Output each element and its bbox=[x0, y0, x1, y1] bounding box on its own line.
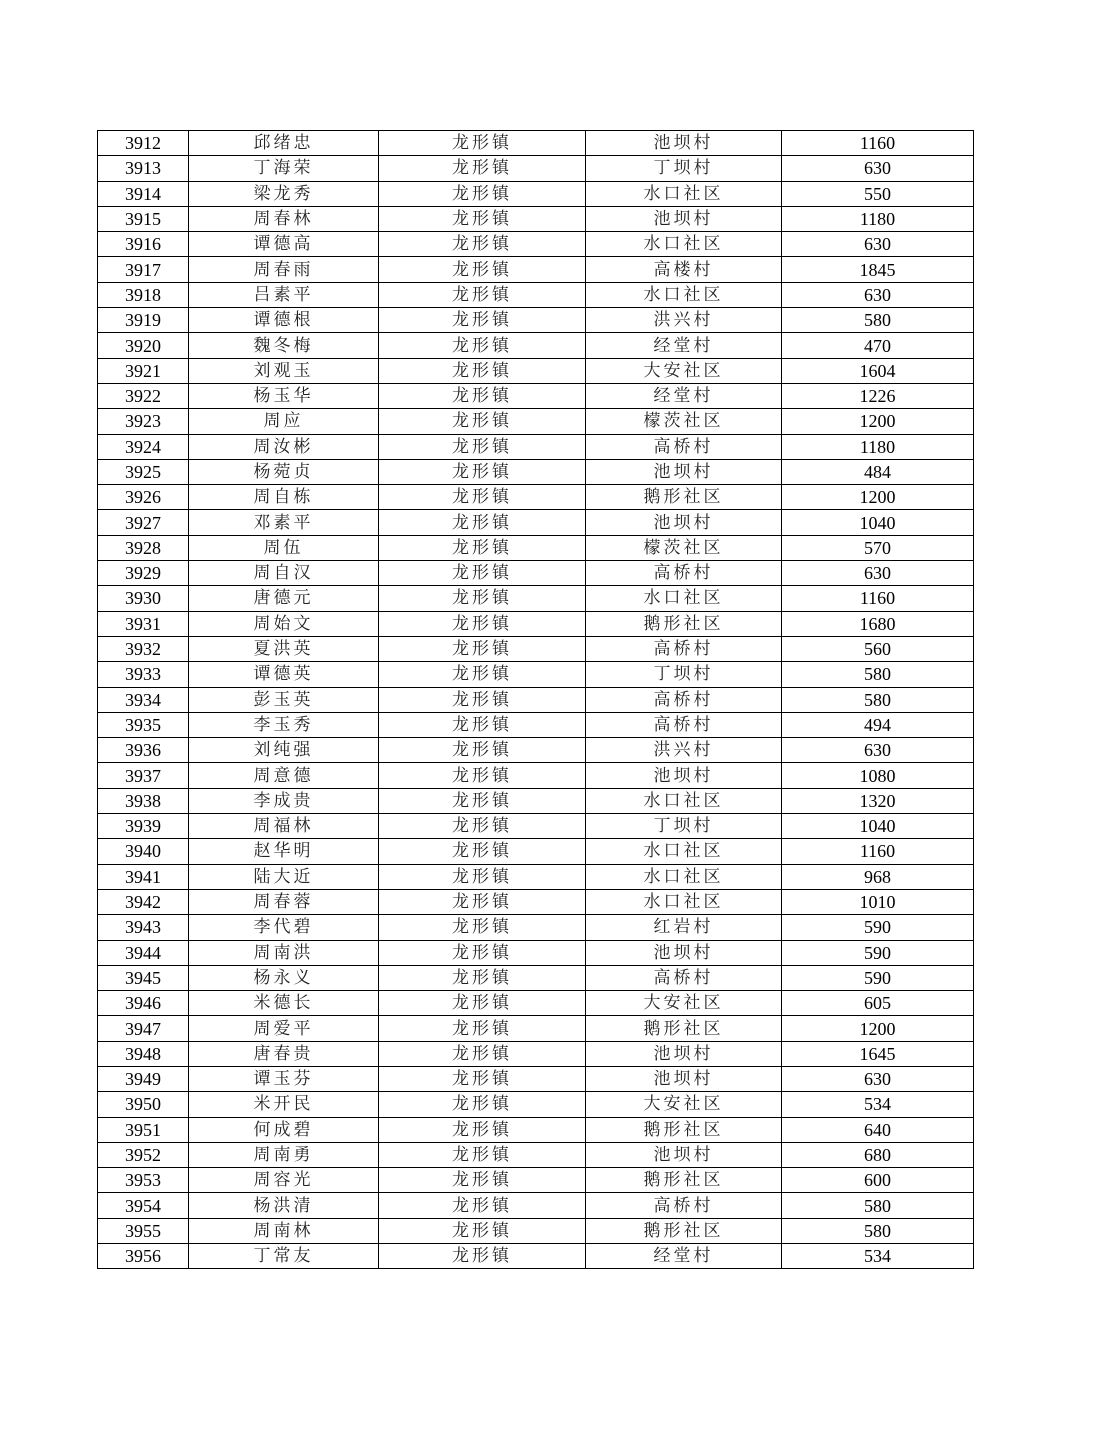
person-name-cell: 刘纯强 bbox=[189, 738, 379, 763]
town-cell: 龙形镇 bbox=[379, 662, 586, 687]
amount-cell: 1200 bbox=[782, 1016, 974, 1041]
amount-cell: 590 bbox=[782, 965, 974, 990]
person-name-cell: 周春林 bbox=[189, 206, 379, 231]
table-row bbox=[98, 712, 974, 737]
amount-cell: 1845 bbox=[782, 257, 974, 282]
village-cell: 水口社区 bbox=[586, 181, 782, 206]
person-name-cell: 夏洪英 bbox=[189, 636, 379, 661]
table-row bbox=[98, 282, 974, 307]
row-number-cell: 3913 bbox=[98, 156, 189, 181]
table-body bbox=[98, 131, 974, 1269]
amount-cell: 1160 bbox=[782, 131, 974, 156]
table-row bbox=[98, 510, 974, 535]
village-cell: 水口社区 bbox=[586, 282, 782, 307]
amount-cell: 1680 bbox=[782, 611, 974, 636]
amount-cell: 1604 bbox=[782, 358, 974, 383]
village-cell: 大安社区 bbox=[586, 358, 782, 383]
town-cell: 龙形镇 bbox=[379, 206, 586, 231]
amount-cell: 1160 bbox=[782, 839, 974, 864]
amount-cell: 580 bbox=[782, 1218, 974, 1243]
table-row bbox=[98, 1218, 974, 1243]
row-number-cell: 3918 bbox=[98, 282, 189, 307]
person-name-cell: 周南洪 bbox=[189, 940, 379, 965]
row-number-cell: 3949 bbox=[98, 1066, 189, 1091]
amount-cell: 630 bbox=[782, 282, 974, 307]
town-cell: 龙形镇 bbox=[379, 864, 586, 889]
village-cell: 洪兴村 bbox=[586, 308, 782, 333]
town-cell: 龙形镇 bbox=[379, 561, 586, 586]
village-cell: 经堂村 bbox=[586, 333, 782, 358]
village-cell: 池坝村 bbox=[586, 459, 782, 484]
person-name-cell: 谭德高 bbox=[189, 232, 379, 257]
row-number-cell: 3924 bbox=[98, 434, 189, 459]
table-row bbox=[98, 611, 974, 636]
amount-cell: 1040 bbox=[782, 510, 974, 535]
table-row bbox=[98, 383, 974, 408]
village-cell: 水口社区 bbox=[586, 788, 782, 813]
row-number-cell: 3922 bbox=[98, 383, 189, 408]
town-cell: 龙形镇 bbox=[379, 763, 586, 788]
town-cell: 龙形镇 bbox=[379, 1041, 586, 1066]
town-cell: 龙形镇 bbox=[379, 131, 586, 156]
amount-cell: 550 bbox=[782, 181, 974, 206]
table-row bbox=[98, 181, 974, 206]
row-number-cell: 3945 bbox=[98, 965, 189, 990]
table-row bbox=[98, 788, 974, 813]
village-cell: 高桥村 bbox=[586, 561, 782, 586]
town-cell: 龙形镇 bbox=[379, 1218, 586, 1243]
village-cell: 池坝村 bbox=[586, 510, 782, 535]
village-cell: 水口社区 bbox=[586, 839, 782, 864]
amount-cell: 1226 bbox=[782, 383, 974, 408]
table-row bbox=[98, 434, 974, 459]
row-number-cell: 3930 bbox=[98, 586, 189, 611]
row-number-cell: 3937 bbox=[98, 763, 189, 788]
town-cell: 龙形镇 bbox=[379, 1193, 586, 1218]
village-cell: 池坝村 bbox=[586, 131, 782, 156]
table-row bbox=[98, 1041, 974, 1066]
row-number-cell: 3943 bbox=[98, 915, 189, 940]
person-name-cell: 周自汉 bbox=[189, 561, 379, 586]
village-cell: 丁坝村 bbox=[586, 662, 782, 687]
village-cell: 鹅形社区 bbox=[586, 485, 782, 510]
row-number-cell: 3917 bbox=[98, 257, 189, 282]
table-row bbox=[98, 636, 974, 661]
village-cell: 高桥村 bbox=[586, 687, 782, 712]
table-row bbox=[98, 257, 974, 282]
village-cell: 洪兴村 bbox=[586, 738, 782, 763]
person-name-cell: 刘观玉 bbox=[189, 358, 379, 383]
row-number-cell: 3928 bbox=[98, 535, 189, 560]
village-cell: 水口社区 bbox=[586, 864, 782, 889]
person-name-cell: 邱绪忠 bbox=[189, 131, 379, 156]
town-cell: 龙形镇 bbox=[379, 889, 586, 914]
amount-cell: 600 bbox=[782, 1168, 974, 1193]
row-number-cell: 3940 bbox=[98, 839, 189, 864]
table-row bbox=[98, 687, 974, 712]
village-cell: 檬茨社区 bbox=[586, 535, 782, 560]
town-cell: 龙形镇 bbox=[379, 788, 586, 813]
amount-cell: 1010 bbox=[782, 889, 974, 914]
person-name-cell: 谭德根 bbox=[189, 308, 379, 333]
table-row bbox=[98, 1016, 974, 1041]
row-number-cell: 3948 bbox=[98, 1041, 189, 1066]
amount-cell: 1180 bbox=[782, 206, 974, 231]
village-cell: 高桥村 bbox=[586, 434, 782, 459]
subsidy-table bbox=[97, 130, 974, 1269]
amount-cell: 1160 bbox=[782, 586, 974, 611]
person-name-cell: 周爱平 bbox=[189, 1016, 379, 1041]
row-number-cell: 3942 bbox=[98, 889, 189, 914]
table-row bbox=[98, 358, 974, 383]
person-name-cell: 周福林 bbox=[189, 814, 379, 839]
town-cell: 龙形镇 bbox=[379, 814, 586, 839]
table-row bbox=[98, 889, 974, 914]
town-cell: 龙形镇 bbox=[379, 1092, 586, 1117]
town-cell: 龙形镇 bbox=[379, 1117, 586, 1142]
amount-cell: 968 bbox=[782, 864, 974, 889]
row-number-cell: 3931 bbox=[98, 611, 189, 636]
table-row bbox=[98, 965, 974, 990]
person-name-cell: 米开民 bbox=[189, 1092, 379, 1117]
person-name-cell: 周伍 bbox=[189, 535, 379, 560]
row-number-cell: 3927 bbox=[98, 510, 189, 535]
town-cell: 龙形镇 bbox=[379, 409, 586, 434]
village-cell: 水口社区 bbox=[586, 889, 782, 914]
town-cell: 龙形镇 bbox=[379, 687, 586, 712]
table-row bbox=[98, 814, 974, 839]
person-name-cell: 吕素平 bbox=[189, 282, 379, 307]
row-number-cell: 3939 bbox=[98, 814, 189, 839]
person-name-cell: 丁常友 bbox=[189, 1244, 379, 1269]
table-row bbox=[98, 915, 974, 940]
amount-cell: 680 bbox=[782, 1142, 974, 1167]
amount-cell: 484 bbox=[782, 459, 974, 484]
row-number-cell: 3914 bbox=[98, 181, 189, 206]
amount-cell: 580 bbox=[782, 308, 974, 333]
row-number-cell: 3926 bbox=[98, 485, 189, 510]
village-cell: 大安社区 bbox=[586, 1092, 782, 1117]
town-cell: 龙形镇 bbox=[379, 333, 586, 358]
row-number-cell: 3944 bbox=[98, 940, 189, 965]
table-row bbox=[98, 586, 974, 611]
person-name-cell: 杨洪清 bbox=[189, 1193, 379, 1218]
town-cell: 龙形镇 bbox=[379, 965, 586, 990]
amount-cell: 1200 bbox=[782, 409, 974, 434]
row-number-cell: 3923 bbox=[98, 409, 189, 434]
village-cell: 高桥村 bbox=[586, 965, 782, 990]
amount-cell: 630 bbox=[782, 1066, 974, 1091]
row-number-cell: 3934 bbox=[98, 687, 189, 712]
village-cell: 丁坝村 bbox=[586, 814, 782, 839]
row-number-cell: 3950 bbox=[98, 1092, 189, 1117]
person-name-cell: 周容光 bbox=[189, 1168, 379, 1193]
table-row bbox=[98, 485, 974, 510]
village-cell: 经堂村 bbox=[586, 1244, 782, 1269]
table-row bbox=[98, 839, 974, 864]
person-name-cell: 唐德元 bbox=[189, 586, 379, 611]
town-cell: 龙形镇 bbox=[379, 1168, 586, 1193]
amount-cell: 570 bbox=[782, 535, 974, 560]
amount-cell: 1040 bbox=[782, 814, 974, 839]
town-cell: 龙形镇 bbox=[379, 1066, 586, 1091]
town-cell: 龙形镇 bbox=[379, 1142, 586, 1167]
amount-cell: 534 bbox=[782, 1092, 974, 1117]
person-name-cell: 唐春贵 bbox=[189, 1041, 379, 1066]
table-row bbox=[98, 738, 974, 763]
row-number-cell: 3953 bbox=[98, 1168, 189, 1193]
person-name-cell: 周春雨 bbox=[189, 257, 379, 282]
town-cell: 龙形镇 bbox=[379, 1244, 586, 1269]
amount-cell: 630 bbox=[782, 561, 974, 586]
table-row bbox=[98, 1066, 974, 1091]
town-cell: 龙形镇 bbox=[379, 308, 586, 333]
person-name-cell: 魏冬梅 bbox=[189, 333, 379, 358]
amount-cell: 580 bbox=[782, 687, 974, 712]
table-row bbox=[98, 1117, 974, 1142]
person-name-cell: 丁海荣 bbox=[189, 156, 379, 181]
table-row bbox=[98, 763, 974, 788]
table-row bbox=[98, 864, 974, 889]
person-name-cell: 周始文 bbox=[189, 611, 379, 636]
person-name-cell: 杨永义 bbox=[189, 965, 379, 990]
table-row bbox=[98, 459, 974, 484]
row-number-cell: 3912 bbox=[98, 131, 189, 156]
village-cell: 鹅形社区 bbox=[586, 1168, 782, 1193]
table-row bbox=[98, 232, 974, 257]
amount-cell: 1200 bbox=[782, 485, 974, 510]
town-cell: 龙形镇 bbox=[379, 915, 586, 940]
person-name-cell: 周自栋 bbox=[189, 485, 379, 510]
table-row bbox=[98, 561, 974, 586]
town-cell: 龙形镇 bbox=[379, 1016, 586, 1041]
person-name-cell: 杨玉华 bbox=[189, 383, 379, 408]
town-cell: 龙形镇 bbox=[379, 156, 586, 181]
village-cell: 鹅形社区 bbox=[586, 611, 782, 636]
village-cell: 池坝村 bbox=[586, 1066, 782, 1091]
amount-cell: 534 bbox=[782, 1244, 974, 1269]
village-cell: 池坝村 bbox=[586, 1142, 782, 1167]
town-cell: 龙形镇 bbox=[379, 181, 586, 206]
town-cell: 龙形镇 bbox=[379, 839, 586, 864]
table-row bbox=[98, 131, 974, 156]
amount-cell: 590 bbox=[782, 915, 974, 940]
village-cell: 红岩村 bbox=[586, 915, 782, 940]
row-number-cell: 3920 bbox=[98, 333, 189, 358]
town-cell: 龙形镇 bbox=[379, 282, 586, 307]
town-cell: 龙形镇 bbox=[379, 510, 586, 535]
table-row bbox=[98, 409, 974, 434]
row-number-cell: 3916 bbox=[98, 232, 189, 257]
village-cell: 池坝村 bbox=[586, 206, 782, 231]
row-number-cell: 3932 bbox=[98, 636, 189, 661]
town-cell: 龙形镇 bbox=[379, 434, 586, 459]
table-row bbox=[98, 535, 974, 560]
town-cell: 龙形镇 bbox=[379, 232, 586, 257]
person-name-cell: 李玉秀 bbox=[189, 712, 379, 737]
row-number-cell: 3935 bbox=[98, 712, 189, 737]
amount-cell: 630 bbox=[782, 232, 974, 257]
table-row bbox=[98, 662, 974, 687]
row-number-cell: 3933 bbox=[98, 662, 189, 687]
person-name-cell: 周南林 bbox=[189, 1218, 379, 1243]
village-cell: 水口社区 bbox=[586, 232, 782, 257]
amount-cell: 470 bbox=[782, 333, 974, 358]
amount-cell: 580 bbox=[782, 662, 974, 687]
village-cell: 鹅形社区 bbox=[586, 1117, 782, 1142]
person-name-cell: 杨菀贞 bbox=[189, 459, 379, 484]
person-name-cell: 陆大近 bbox=[189, 864, 379, 889]
person-name-cell: 米德长 bbox=[189, 991, 379, 1016]
person-name-cell: 周春蓉 bbox=[189, 889, 379, 914]
row-number-cell: 3925 bbox=[98, 459, 189, 484]
table-row bbox=[98, 308, 974, 333]
amount-cell: 605 bbox=[782, 991, 974, 1016]
town-cell: 龙形镇 bbox=[379, 636, 586, 661]
town-cell: 龙形镇 bbox=[379, 485, 586, 510]
town-cell: 龙形镇 bbox=[379, 383, 586, 408]
row-number-cell: 3941 bbox=[98, 864, 189, 889]
town-cell: 龙形镇 bbox=[379, 257, 586, 282]
town-cell: 龙形镇 bbox=[379, 611, 586, 636]
person-name-cell: 谭德英 bbox=[189, 662, 379, 687]
town-cell: 龙形镇 bbox=[379, 535, 586, 560]
table-row bbox=[98, 1193, 974, 1218]
village-cell: 丁坝村 bbox=[586, 156, 782, 181]
row-number-cell: 3921 bbox=[98, 358, 189, 383]
table-row bbox=[98, 1092, 974, 1117]
row-number-cell: 3919 bbox=[98, 308, 189, 333]
village-cell: 池坝村 bbox=[586, 1041, 782, 1066]
person-name-cell: 何成碧 bbox=[189, 1117, 379, 1142]
amount-cell: 590 bbox=[782, 940, 974, 965]
table-row bbox=[98, 206, 974, 231]
village-cell: 池坝村 bbox=[586, 940, 782, 965]
amount-cell: 1180 bbox=[782, 434, 974, 459]
table-row bbox=[98, 940, 974, 965]
table-row bbox=[98, 991, 974, 1016]
row-number-cell: 3947 bbox=[98, 1016, 189, 1041]
table-row bbox=[98, 1244, 974, 1269]
amount-cell: 494 bbox=[782, 712, 974, 737]
town-cell: 龙形镇 bbox=[379, 586, 586, 611]
village-cell: 高桥村 bbox=[586, 636, 782, 661]
amount-cell: 580 bbox=[782, 1193, 974, 1218]
person-name-cell: 周南勇 bbox=[189, 1142, 379, 1167]
person-name-cell: 梁龙秀 bbox=[189, 181, 379, 206]
person-name-cell: 邓素平 bbox=[189, 510, 379, 535]
village-cell: 经堂村 bbox=[586, 383, 782, 408]
person-name-cell: 周应 bbox=[189, 409, 379, 434]
amount-cell: 560 bbox=[782, 636, 974, 661]
row-number-cell: 3915 bbox=[98, 206, 189, 231]
person-name-cell: 李成贵 bbox=[189, 788, 379, 813]
town-cell: 龙形镇 bbox=[379, 991, 586, 1016]
row-number-cell: 3952 bbox=[98, 1142, 189, 1167]
village-cell: 高桥村 bbox=[586, 712, 782, 737]
village-cell: 鹅形社区 bbox=[586, 1016, 782, 1041]
row-number-cell: 3946 bbox=[98, 991, 189, 1016]
village-cell: 水口社区 bbox=[586, 586, 782, 611]
row-number-cell: 3956 bbox=[98, 1244, 189, 1269]
table-row bbox=[98, 1168, 974, 1193]
row-number-cell: 3951 bbox=[98, 1117, 189, 1142]
amount-cell: 1645 bbox=[782, 1041, 974, 1066]
amount-cell: 1320 bbox=[782, 788, 974, 813]
village-cell: 大安社区 bbox=[586, 991, 782, 1016]
row-number-cell: 3936 bbox=[98, 738, 189, 763]
person-name-cell: 谭玉芬 bbox=[189, 1066, 379, 1091]
row-number-cell: 3929 bbox=[98, 561, 189, 586]
person-name-cell: 周意德 bbox=[189, 763, 379, 788]
row-number-cell: 3954 bbox=[98, 1193, 189, 1218]
village-cell: 高楼村 bbox=[586, 257, 782, 282]
person-name-cell: 赵华明 bbox=[189, 839, 379, 864]
person-name-cell: 李代碧 bbox=[189, 915, 379, 940]
person-name-cell: 周汝彬 bbox=[189, 434, 379, 459]
amount-cell: 630 bbox=[782, 156, 974, 181]
table-row bbox=[98, 1142, 974, 1167]
amount-cell: 630 bbox=[782, 738, 974, 763]
town-cell: 龙形镇 bbox=[379, 459, 586, 484]
row-number-cell: 3955 bbox=[98, 1218, 189, 1243]
table-row bbox=[98, 333, 974, 358]
table-row bbox=[98, 156, 974, 181]
village-cell: 高桥村 bbox=[586, 1193, 782, 1218]
town-cell: 龙形镇 bbox=[379, 738, 586, 763]
person-name-cell: 彭玉英 bbox=[189, 687, 379, 712]
town-cell: 龙形镇 bbox=[379, 358, 586, 383]
village-cell: 鹅形社区 bbox=[586, 1218, 782, 1243]
village-cell: 檬茨社区 bbox=[586, 409, 782, 434]
amount-cell: 1080 bbox=[782, 763, 974, 788]
row-number-cell: 3938 bbox=[98, 788, 189, 813]
village-cell: 池坝村 bbox=[586, 763, 782, 788]
amount-cell: 640 bbox=[782, 1117, 974, 1142]
town-cell: 龙形镇 bbox=[379, 712, 586, 737]
town-cell: 龙形镇 bbox=[379, 940, 586, 965]
